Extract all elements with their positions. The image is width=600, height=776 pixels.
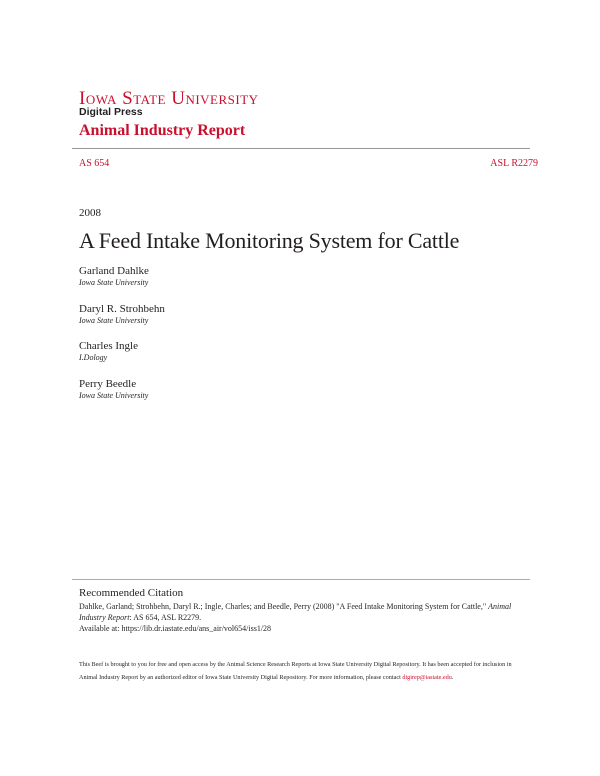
publication-year: 2008 <box>79 207 101 219</box>
author-affiliation: Iowa State University <box>79 316 149 325</box>
footer-note-end: . <box>451 673 454 681</box>
citation-divider <box>72 579 530 580</box>
series-title-link[interactable]: Animal Industry Report <box>79 122 246 139</box>
author-affiliation: I.Dology <box>79 353 108 362</box>
digital-press-label: Digital Press <box>79 106 143 118</box>
author-name-link[interactable]: Charles Ingle <box>79 340 138 352</box>
author-block <box>79 378 148 401</box>
author-block <box>79 303 165 326</box>
footer-note <box>79 659 529 684</box>
university-logo: Iowa State University <box>79 88 259 109</box>
paper-title: A Feed Intake Monitoring System for Cattle <box>79 228 460 253</box>
recommended-citation-heading: Recommended Citation <box>79 587 184 599</box>
author-name-link[interactable]: Perry Beedle <box>79 378 137 390</box>
author-name-link[interactable]: Daryl R. Strohbehn <box>79 303 165 315</box>
citation-journal: Animal Industry Report <box>79 602 512 622</box>
citation-text <box>79 601 529 634</box>
citation-part1: Dahlke, Garland; Strohbehn, Daryl R.; Ingle, Charles; and Beedle, Perry (2008) "A Feed Intake Monitoring System for Cattle," <box>79 602 487 611</box>
citation-part2: : AS 654, ASL R2279. <box>129 613 202 622</box>
report-number-link[interactable]: AS 654 <box>79 158 110 169</box>
author-affiliation: Iowa State University <box>79 391 149 400</box>
citation-available-at[interactable]: Available at: https://lib.dr.iastate.edu/ans_air/vol654/iss1/28 <box>79 624 272 633</box>
footer-note-text: This Beef is brought to you for free and open access by the Animal Science Research Reports at Iowa State University Digital Repository. It has been accepted for inclusion in Animal Industry Report by an authorized editor of Iowa State University Digital Repository. For more information, please contact <box>79 661 512 681</box>
author-affiliation: Iowa State University <box>79 278 149 287</box>
author-block <box>79 265 149 288</box>
contact-email-link[interactable]: digirep@iastate.edu <box>402 673 452 681</box>
header-divider <box>72 148 530 149</box>
author-name-link[interactable]: Garland Dahlke <box>79 265 149 277</box>
author-block <box>79 340 138 363</box>
asl-number-link[interactable]: ASL R2279 <box>490 158 538 169</box>
